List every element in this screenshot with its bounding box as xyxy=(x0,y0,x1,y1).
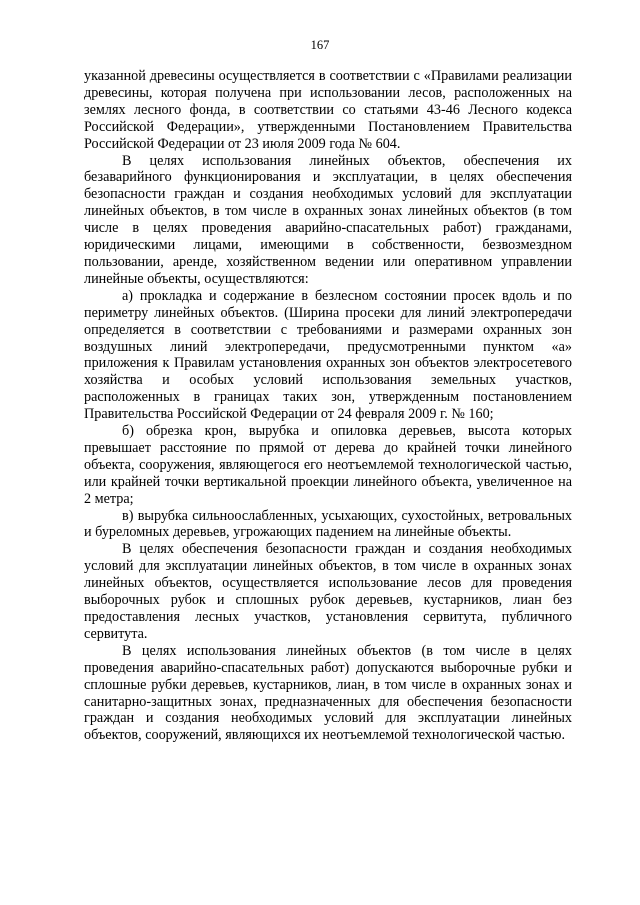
page-number: 167 xyxy=(310,38,330,52)
paragraph-safety: В целях обеспечения безопасности граждан и создания необходимых условий для эксплуатации линейных объектов, в том числе в охранных зонах линейных объектов, осуществляется использование лесов для проведения выборочных рубок и сплошных рубок деревьев, кустарников, лиан без предоставления лесных участков, установления сервитута, публичного сервитута. xyxy=(84,541,572,642)
list-item-v: в) вырубка сильноослабленных, усыхающих, сухостойных, ветровальных и буреломных деревьев, угрожающих падением на линейные объекты. xyxy=(84,507,572,541)
list-item-a: а) прокладка и содержание в безлесном состоянии просек вдоль и по периметру линейных объектов. (Ширина просеки для линий электропередачи определяется в соответствии с требованиями и размерами охранных зон воздушных линий электропередачи, предусмотренными пунктом «а» приложения к Правилам установления охранных зон объектов электросетевого хозяйства и особых условий использования земельных участков, расположенных в границах таких зон, утвержденным постановлением Правительства Российской Федерации от 24 февраля 2009 г. № 160; xyxy=(84,287,572,423)
list-item-b: б) обрезка крон, вырубка и опиловка деревьев, высота которых превышает расстояние по прямой от дерева до крайней точки линейного объекта, сооружения, являющегося его неотъемлемой технологической частью, или крайней точки вертикальной проекции линейного объекта, увеличенное на 2 метра; xyxy=(84,423,572,507)
document-body xyxy=(84,68,572,744)
paragraph-linear-objects-intro: В целях использования линейных объектов, обеспечения их безаварийного функционирования и эксплуатации, в целях обеспечения безопасности граждан и создания необходимых условий для эксплуатации линейных объектов, в том числе в охранных зонах линейных объектов (в том числе в целях проведения аварийно-спасательных работ) гражданами, юридическими лицами, имеющими в собственности, безвозмездном пользовании, аренде, хозяйственном ведении или оперативном управлении линейные объекты, осуществляются: xyxy=(84,152,572,287)
paragraph-clearing: В целях использования линейных объектов (в том числе в целях проведения аварийно-спасательных работ) допускаются выборочные рубки и сплошные рубки деревьев, кустарников, лиан, в том числе в охранных зонах и санитарно-защитных зонах, предназначенных для обеспечения безопасности граждан и создания необходимых условий для эксплуатации линейных объектов, сооружений, являющихся их неотъемлемой технологической частью. xyxy=(84,642,572,744)
paragraph-continuation: указанной древесины осуществляется в соответствии с «Правилами реализации древесины, которая получена при использовании лесов, расположенных на землях лесного фонда, в соответствии со статьями 43-46 Лесного кодекса Российской Федерации», утвержденными Постановлением Правительства Российской Федерации от 23 июля 2009 года № 604. xyxy=(84,68,572,152)
